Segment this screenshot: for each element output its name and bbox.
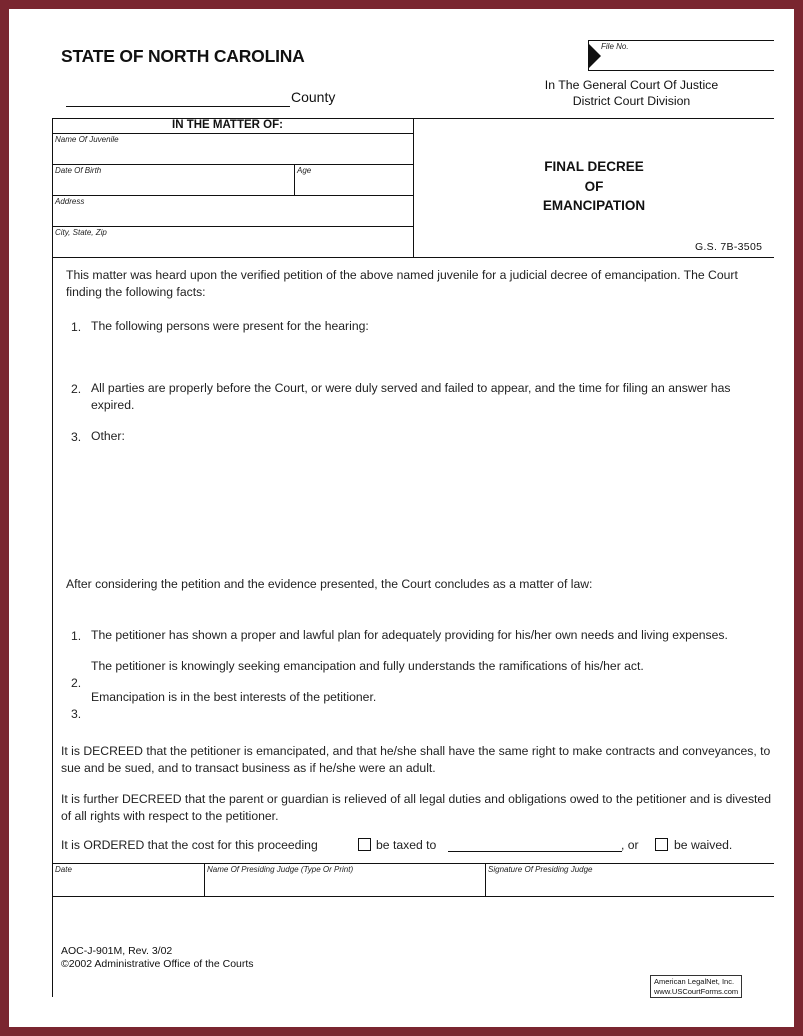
dob-field[interactable]: [53, 165, 293, 195]
juvenile-name-field[interactable]: [53, 134, 413, 164]
conclusion-1-number: 1.: [71, 629, 82, 643]
intro-paragraph: This matter was heard upon the verified petition of the above named juvenile for a judicial decree of emancipation. The Court finding the following facts:: [66, 268, 738, 299]
juvenile-name-label: Name Of Juvenile: [55, 135, 119, 144]
court-line-1: In The General Court Of Justice: [544, 78, 719, 92]
taxed-to-field[interactable]: [448, 851, 622, 852]
court-line-2: District Court Division: [572, 94, 691, 108]
fact-1-number: 1.: [71, 320, 82, 334]
county-line[interactable]: [66, 106, 290, 107]
conclusion-2-text: The petitioner is knowingly seeking emancipation and fully understands the ramifications of his/her act.: [91, 659, 644, 673]
conclusion-intro: After considering the petition and the evidence presented, the Court concludes as a matter of law:: [66, 577, 593, 591]
fact-3-text: Other:: [91, 429, 125, 443]
other-findings-field[interactable]: [91, 445, 771, 565]
form-page: [9, 9, 794, 1027]
ordered-text: It is ORDERED that the cost for this proceeding: [61, 838, 318, 852]
file-no-top-rule: [588, 40, 774, 41]
fact-2-number: 2.: [71, 382, 82, 396]
statute-ref: G.S. 7B-3505: [695, 241, 763, 253]
copyright-notice: ©2002 Administrative Office of the Courts: [61, 957, 254, 970]
court-heading: [524, 77, 739, 109]
date-label: Date: [55, 865, 72, 874]
fact-3-number: 3.: [71, 430, 82, 444]
address-field[interactable]: [53, 196, 413, 226]
conclusion-3-number: 3.: [71, 707, 82, 721]
city-state-zip-label: City, State, Zip: [55, 228, 107, 237]
conclusion-1-text: The petitioner has shown a proper and lawful plan for adequately providing for his/her own needs and living expenses.: [91, 628, 728, 642]
waived-label: be waived.: [674, 838, 733, 852]
file-no-field[interactable]: [588, 70, 774, 71]
file-no-label: File No.: [601, 42, 629, 51]
judge-name-field[interactable]: [205, 864, 484, 896]
taxed-to-label: be taxed to: [376, 838, 437, 852]
dob-label: Date Of Birth: [55, 166, 102, 175]
form-footer: [61, 945, 254, 970]
city-state-zip-field[interactable]: [53, 227, 413, 257]
stamp-line-2: www.USCourtForms.com: [654, 986, 739, 996]
date-field[interactable]: [53, 864, 203, 896]
waived-checkbox[interactable]: [655, 838, 668, 851]
form-title-line-2: OF: [584, 178, 604, 194]
caption-divider: [413, 118, 414, 258]
persons-present-field[interactable]: [91, 335, 771, 375]
fact-2-text: All parties are properly before the Court, or were duly served and failed to appear, and the time for filing an answer has expired.: [91, 381, 731, 412]
file-no-left-rule: [588, 40, 589, 70]
or-text: , or: [621, 838, 639, 852]
age-label: Age: [297, 166, 312, 175]
signature-bottom-rule: [52, 896, 774, 897]
judge-signature-label: Signature Of Presiding Judge: [488, 865, 593, 874]
judge-name-label: Name Of Presiding Judge (Type Or Print): [207, 865, 354, 874]
legalnet-stamp: [650, 975, 742, 998]
form-title-line-1: FINAL DECREE: [544, 159, 644, 174]
age-field[interactable]: [295, 165, 413, 195]
state-heading: STATE OF NORTH CAROLINA: [61, 46, 305, 66]
taxed-to-checkbox[interactable]: [358, 838, 371, 851]
judge-signature-field[interactable]: [486, 864, 774, 896]
conclusion-3-text: Emancipation is in the best interests of the petitioner.: [91, 690, 377, 704]
further-decree-paragraph: It is further DECREED that the parent or guardian is relieved of all legal duties and obligations owed to the petitioner and is divested of all rights with respect to the petitioner.: [61, 792, 771, 823]
decree-paragraph: It is DECREED that the petitioner is emancipated, and that he/she shall have the same right to make contracts and conveyances, to sue and be sued, and to transact business as if he/she were an adult.: [61, 744, 771, 775]
matter-heading: IN THE MATTER OF:: [172, 119, 283, 131]
form-id: AOC-J-901M, Rev. 3/02: [61, 945, 173, 957]
form-title-line-3: EMANCIPATION: [542, 198, 646, 213]
county-label: County: [291, 89, 336, 105]
fact-1-text: The following persons were present for the hearing:: [91, 319, 369, 333]
stamp-line-1: American LegalNet, Inc.: [654, 977, 735, 986]
address-label: Address: [55, 197, 85, 206]
caption-bottom-rule: [52, 257, 774, 258]
form-title: [509, 157, 679, 216]
conclusion-2-number: 2.: [71, 676, 82, 690]
file-no-arrow-icon: [588, 43, 601, 69]
